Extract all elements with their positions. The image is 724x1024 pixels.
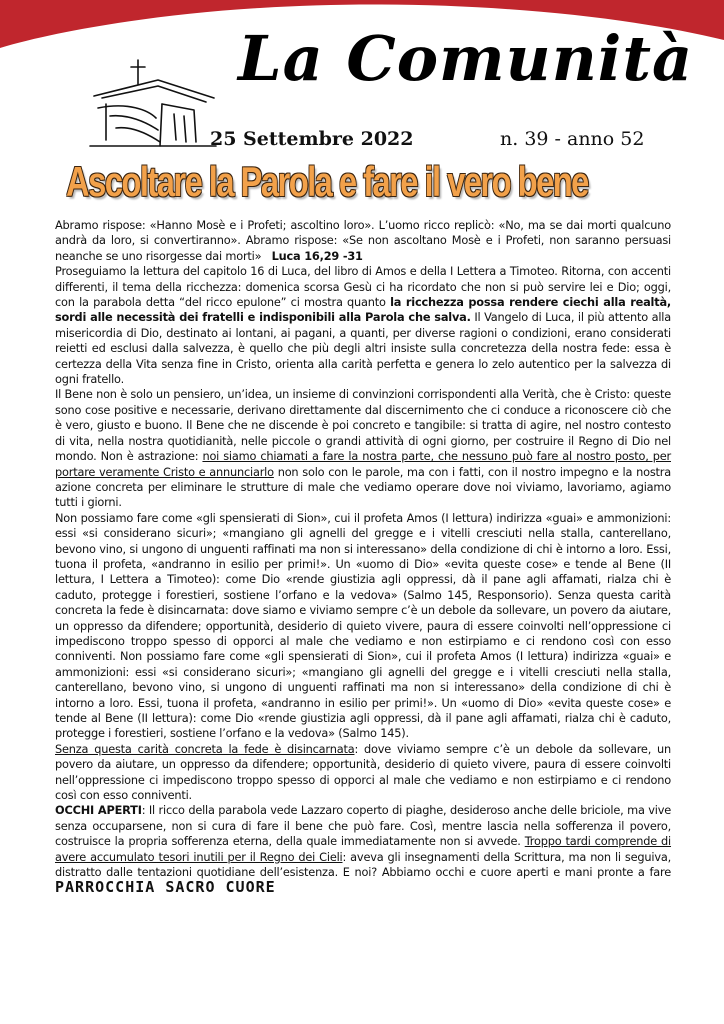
paragraph-carita bbox=[55, 742, 671, 804]
occhi-aperti-text-continued: : aveva gli insegnamenti della Scrittura, ma non li seguiva, distratto dalle tentazioni quotidiane dell’esistenza. E noi? Abbiamo occhi e cuore aperti e mani pronte a fare bbox=[55, 849, 671, 880]
paragraph-gospel-quote bbox=[55, 218, 671, 264]
bene-text-continued: non solo con le parole, ma con i fatti, con il nostro impegno e la nostra azione concreta per eliminare le strutture di male che vediamo operare dove noi viviamo, lavoriamo, agiamo tutti i giorni. bbox=[55, 464, 671, 510]
paragraph-occhi-aperti bbox=[55, 803, 671, 896]
headline: Ascoltare la Parola e fare il vero bene bbox=[66, 158, 588, 205]
occhi-aperti-underlined: Troppo tardi comprende di avere accumulato tesori inutili per il Regno dei Cieli bbox=[55, 834, 672, 864]
parish-name: PARROCCHIA SACRO CUORE bbox=[55, 878, 276, 897]
occhi-aperti-text: : Il ricco della parabola vede Lazzaro coperto di piaghe, desideroso anche delle briciole, ma vive senza occuparsene, non si cura di fare il bene che può fare. Così, mentre lascia nella sofferenza il povero, costruisce la propria sofferenza eterna, della quale immediatamente non si avvede. bbox=[55, 803, 671, 849]
gospel-citation: Luca 16,29 -31 bbox=[271, 248, 363, 263]
issue-date: 25 Settembre 2022 bbox=[210, 128, 414, 150]
article-body bbox=[55, 218, 671, 897]
carita-underlined: Senza questa carità concreta la fede è disincarnata bbox=[55, 741, 355, 756]
intro-text-continued: Il Vangelo di Luca, il più attento alla misericordia di Dio, destinato ai lontani, ai pagani, a quanti, per diverse ragioni o condizioni, erano considerati reietti ed esclusi dalla salvezza, è quello che più degli altri insiste sulla concretezza della nostra fede: essa è certezza della Vita senza fine in Cristo, orienta alla carità perfetta e genera lo zelo autentico per la salvezza di ogni fratello. bbox=[55, 310, 671, 387]
masthead-title: La Comunità bbox=[238, 22, 694, 95]
carita-text: : dove viviamo sempre c’è un debole da sollevare, un povero da aiutare, un oppresso da difendere; opportunità, desiderio di quieto vivere, paura di essere coinvolti nell’oppressione ci impediscono troppo spesso di opporci al male che vediamo e non estirpiamo e ci rendono così con esso conniventi. bbox=[55, 741, 671, 803]
paragraph-bene bbox=[55, 387, 671, 510]
bene-text: Il Bene non è solo un pensiero, un’idea, un insieme di convinzioni corrispondenti alla Verità, che è Cristo: queste sono cose positive e necessarie, derivano direttamente dal discernimento che ci conduce a riconoscere ciò che è vero, giusto e buono. Il Bene che ne discende è poi concreto e tangibile: si tratta di agire, nel nostro contesto di vita, nella nostra quotidianità, nelle piccole o grandi attività di ogni giorno, per costruire il Regno di Dio nel mondo. Non è astrazione: bbox=[55, 387, 671, 464]
occhi-aperti-label: OCCHI APERTI bbox=[55, 803, 142, 818]
church-logo bbox=[88, 58, 218, 150]
gospel-quote: Abramo rispose: «Hanno Mosè e i Profeti; ascoltino loro». L’uomo ricco replicò: «No, ma se dai morti qualcuno andrà da loro, si convertiranno». Abramo rispose: «Se non ascoltano Mosè e i Profeti, non saranno persuasi neanche se uno risorgesse dai morti» bbox=[55, 218, 671, 263]
issue-number: n. 39 - anno 52 bbox=[500, 128, 645, 150]
intro-text: Proseguiamo la lettura del capitolo 16 di Luca, del libro di Amos e della I Lettera a Timoteo. Ritorna, con accenti differenti, il tema della ricchezza: domenica scorsa Gesù ci ha ricordato che non si può servire lei e Dio; oggi, con la parabola detta “del ricco epulone” ci mostra quanto bbox=[55, 264, 671, 310]
paragraph-amos: Non possiamo fare come «gli spensierati di Sion», cui il profeta Amos (I lettura) indirizza «guai» e ammonizioni: essi «si considerano sicuri»; «mangiano gli agnelli del gregge e i vitelli cresciuti nella stalla, canterellano, bevono vino, si ungono di unguenti raffinati ma non si interessano» della condizione di chi è intorno a loro. Essi, tuona il profeta, «andranno in esilio per primi!». Un «uomo di Dio» «evita queste cose» e tende al Bene (II lettura, I Lettera a Timoteo): come Dio «rende giustizia agli oppressi, dà il pane agli affamati, rialza chi è caduto, protegge i forestieri, sostiene l’orfano e la vedova» (Salmo 145, Responsorio). Senza questa carità concreta la fede è disincarnata: dove siamo e viviamo sempre c’è un debole da sollevare, un povero da aiutare, un oppresso da difendere; opportunità, desiderio di quieto vivere, paura di essere coinvolti nell’oppressione ci impediscono troppo spesso di opporci al male che vediamo e non estirpiamo e ci rendono così con esso conniventi. Non possiamo fare come «gli spensierati di Sion», cui il profeta Amos (I lettura) indirizza «guai» e ammonizioni: essi «si considerano sicuri»; «mangiano gli agnelli del gregge e i vitelli cresciuti nella stalla, canterellano, bevono vino, si ungono di unguenti raffinati ma non si interessano» della condizione di chi è intorno a loro. Essi, tuona il profeta, «andranno in esilio per primi!». Un «uomo di Dio» «evita queste cose» e tende al Bene (II lettura): come Dio «rende giustizia agli oppressi, dà il pane agli affamati, rialza chi è caduto, protegge i forestieri, sostiene l’orfano e la vedova» (Salmo 145). bbox=[55, 510, 671, 741]
bene-underlined: noi siamo chiamati a fare la nostra parte, che nessuno può fare al nostro posto, per portare veramente Cristo e annunciarlo bbox=[55, 449, 671, 479]
intro-emphasis: la ricchezza possa rendere ciechi alla realtà, sordi alle necessità dei fratelli e indisponibili alla Parola che salva. bbox=[55, 295, 672, 325]
paragraph-intro bbox=[55, 264, 671, 387]
